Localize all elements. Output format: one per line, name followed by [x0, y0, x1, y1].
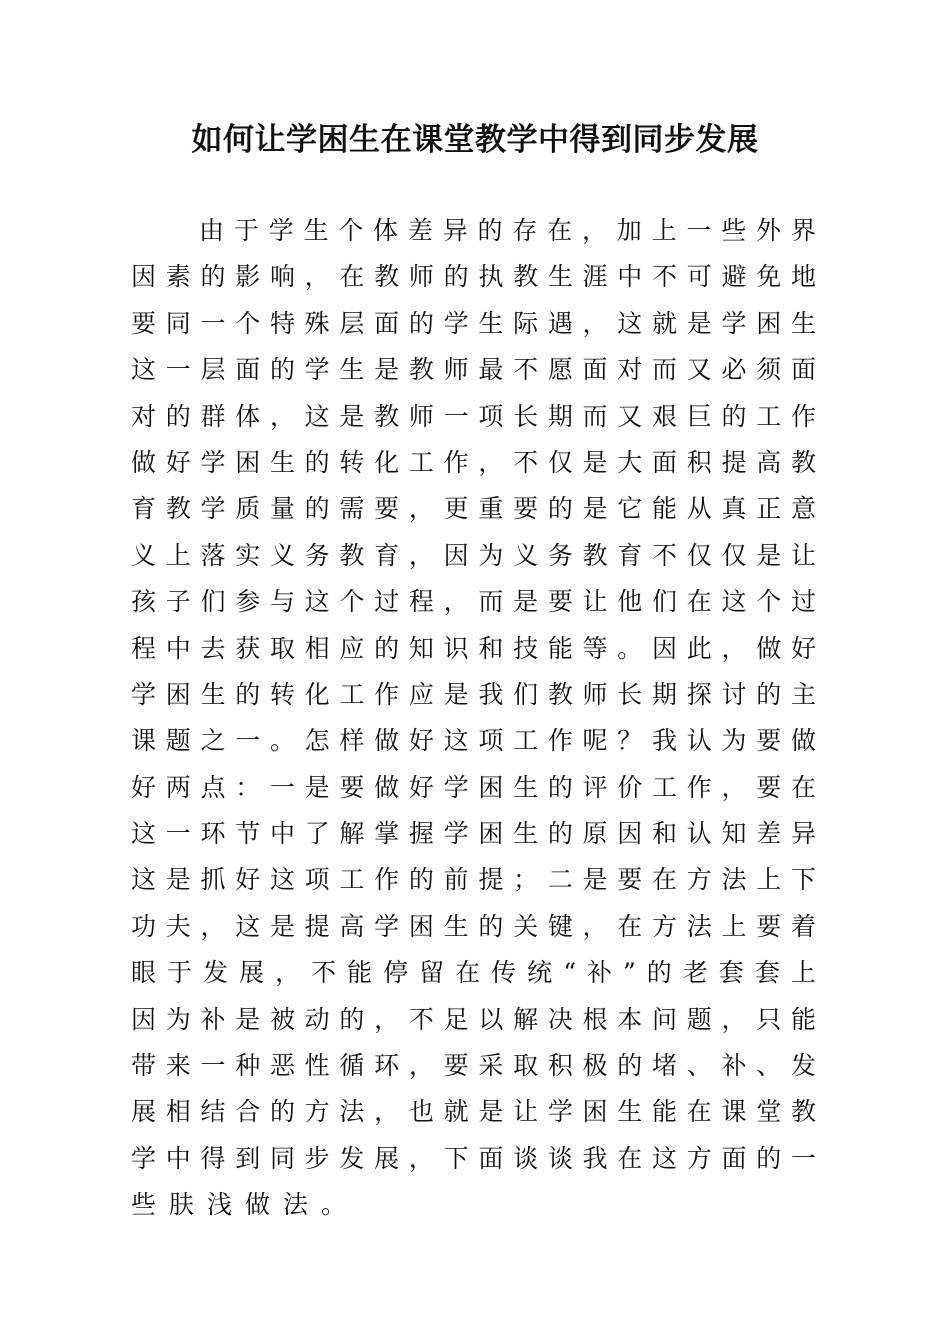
document-paragraph [131, 208, 816, 1229]
paragraph-line: 这 是 抓 好 这 项 工 作 的 前 提 ； 二 是 要 在 方 法 上 下 [131, 865, 816, 895]
paragraph-line: 程 中 去 获 取 相 应 的 知 识 和 技 能 等 。 因 此 ， 做 好 [131, 633, 816, 663]
paragraph-line: 孩 子 们 参 与 这 个 过 程 ， 而 是 要 让 他 们 在 这 个 过 [131, 587, 816, 617]
paragraph-line: 因 素 的 影 响 ， 在 教 师 的 执 教 生 涯 中 不 可 避 免 地 [131, 262, 816, 292]
paragraph-line: 展 相 结 合 的 方 法 ， 也 就 是 让 学 困 生 能 在 课 堂 教 [131, 1097, 816, 1127]
paragraph-line: 功 夫 ， 这 是 提 高 学 困 生 的 关 键 ， 在 方 法 上 要 着 [131, 911, 816, 941]
document-title: 如何让学困生在课堂教学中得到同步发展 [191, 122, 759, 158]
paragraph-line: 带 来 一 种 恶 性 循 环 ， 要 采 取 积 极 的 堵 、 补 、 发 [131, 1051, 816, 1081]
paragraph-line: 眼 于 发 展 ， 不 能 停 留 在 传 统 “ 补 ” 的 老 套 套 上 [131, 958, 816, 988]
paragraph-line: 这 一 层 面 的 学 生 是 教 师 最 不 愿 面 对 而 又 必 须 面 [131, 355, 816, 385]
paragraph-line: 由 于 学 生 个 体 差 异 的 存 在 ， 加 上 一 些 外 界 [199, 216, 816, 245]
paragraph-line: 好 两 点 ： 一 是 要 做 好 学 困 生 的 评 价 工 作 ， 要 在 [131, 772, 816, 802]
paragraph-line: 义 上 落 实 义 务 教 育 ， 因 为 义 务 教 育 不 仅 仅 是 让 [131, 540, 816, 570]
paragraph-line: 育 教 学 质 量 的 需 要 ， 更 重 要 的 是 它 能 从 真 正 意 [131, 494, 816, 524]
paragraph-line: 因 为 补 是 被 动 的 ， 不 足 以 解 决 根 本 问 题 ， 只 能 [131, 1004, 816, 1034]
paragraph-line: 对 的 群 体 ， 这 是 教 师 一 项 长 期 而 又 艰 巨 的 工 作 [131, 401, 816, 431]
paragraph-line: 课 题 之 一 。 怎 样 做 好 这 项 工 作 呢 ？ 我 认 为 要 做 [131, 726, 816, 756]
paragraph-line: 要 同 一 个 特 殊 层 面 的 学 生 际 遇 ， 这 就 是 学 困 生 [131, 308, 816, 338]
paragraph-line: 学 中 得 到 同 步 发 展 ， 下 面 谈 谈 我 在 这 方 面 的 一 [131, 1143, 816, 1173]
paragraph-line: 这 一 环 节 中 了 解 掌 握 学 困 生 的 原 因 和 认 知 差 异 [131, 819, 816, 849]
paragraph-line: 做 好 学 困 生 的 转 化 工 作 ， 不 仅 是 大 面 积 提 高 教 [131, 447, 816, 477]
paragraph-line: 学 困 生 的 转 化 工 作 应 是 我 们 教 师 长 期 探 讨 的 主 [131, 679, 816, 709]
paragraph-line: 些肤浅做法。 [131, 1190, 360, 1220]
